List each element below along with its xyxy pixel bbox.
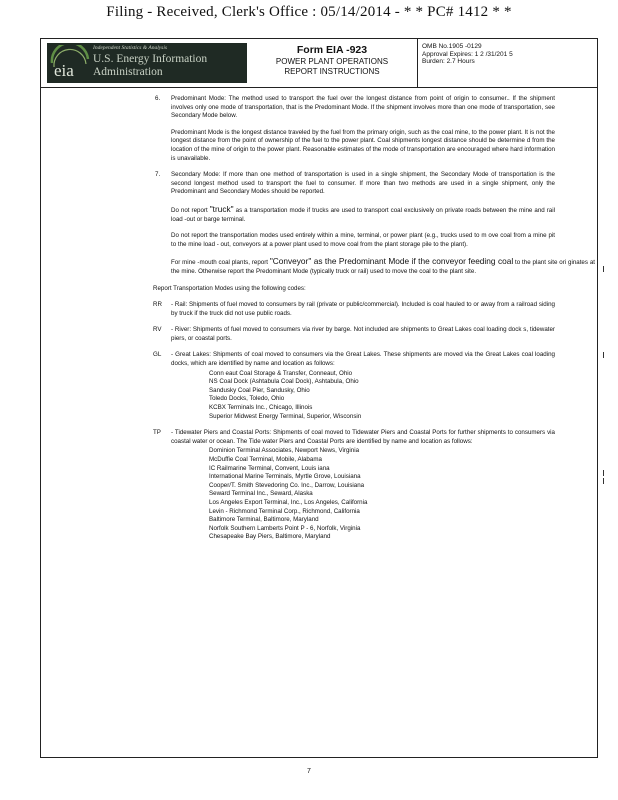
item-text: For mine -mouth coal plants, report "Conveyor" as the Predominant Mode if the conveyor feeding coal to the plant site ori ginates at the mine. Otherwise report the Predominant Mode (typically truck or rail) used to move the coal to the plant site. [171, 256, 595, 275]
list-item: Seward Terminal Inc., Seward, Alaska [209, 490, 313, 498]
item-text: Do not report the transportation modes used entirely within a mine, terminal, or power plant (e.g., trucks used to m ove coal from a mine pit to the mine load - out, conveyors at a power plant used to move coal from the plant storage pile to the plant). [171, 232, 555, 248]
logo-mark: eia [54, 61, 74, 80]
list-item: Cooper/T. Smith Stevedoring Co. Inc., Darrow, Louisiana [209, 481, 365, 489]
list-item: Conn eaut Coal Storage & Transfer, Conneaut, Ohio [209, 369, 353, 377]
code-rv [41, 326, 597, 343]
item-7-para-4 [41, 257, 597, 276]
burden-hours: Burden: 2.7 Hours [422, 58, 475, 65]
item-text: Do not report "truck" as a transportation mode if trucks are used to transport coal exclusively on private roads between the mine and rail load -out or barge terminal. [171, 203, 555, 223]
code-rr [41, 301, 597, 318]
eia-logo [47, 43, 247, 83]
margin-mark [603, 266, 604, 272]
list-item: Sandusky Coal Pier, Sandusky, Ohio [209, 386, 310, 394]
item-7-para-1 [41, 171, 597, 197]
list-item: Superior Midwest Energy Terminal, Superior, Wisconsin [209, 412, 362, 420]
omb-block [417, 39, 597, 87]
code-text: - Tidewater Piers and Coastal Ports: Shipments of coal moved to Tidewater Piers and Coastal Ports for further shipments to consumers via coastal water or ocean. The Tide water Piers and Coastal Ports are identified by name and location as follows: [171, 429, 555, 445]
form-subtitle-line2: REPORT INSTRUCTIONS [284, 67, 380, 76]
list-item: McDuffie Coal Terminal, Mobile, Alabama [209, 456, 322, 463]
list-item: Norfolk Southern Lamberts Point P - 6, Norfolk, Virginia [209, 524, 361, 532]
item-number: 6. [155, 95, 161, 102]
margin-mark [603, 352, 604, 358]
code-text: - Great Lakes: Shipments of coal moved to consumers via the Great Lakes. These shipments are moved via the Great Lakes coal loading docks, which are identified by name and location as follows: [171, 351, 555, 368]
list-item: IC Railmarine Terminal, Convent, Louis iana [209, 464, 330, 472]
list-item: KCBX Terminals Inc., Chicago, Illinois [209, 404, 313, 412]
logo-name-line1: U.S. Energy Information [93, 53, 208, 65]
item-7-para-2 [41, 205, 597, 224]
list-item: NS Coal Dock (Ashtabula Coal Dock), Ashtabula, Ohio [209, 378, 359, 386]
form-title-block [249, 45, 415, 77]
logo-tagline: Independent Statistics & Analysis [93, 45, 167, 51]
item-text: Predominant Mode: The method used to transport the fuel over the longest distance from point of origin to consumer.. If the shipment involves only one mode of transportation, that is the Predominant Mode. If the shipment involves more than one mode of transportation, see Secondary Mode below. [171, 95, 555, 120]
code-label: RV [153, 326, 162, 334]
code-text: - Rail: Shipments of fuel moved to consumers by rail (private or public/commercial). Included is coal hauled to or away from a railroad siding by truck if the truck did not use public roads. [171, 301, 555, 317]
code-label: TP [153, 429, 161, 437]
list-item: Dominion Terminal Associates, Newport News, Virginia [209, 447, 360, 455]
list-item: International Marine Terminals, Myrtle Grove, Louisiana [209, 473, 361, 481]
form-title: Form EIA -923 [296, 44, 368, 56]
page-number: 7 [307, 768, 311, 775]
approval-expires: Approval Expires: 1 2 /31/201 5 [422, 50, 513, 58]
instructions-body [41, 95, 597, 550]
eia-logo-icon [49, 45, 91, 81]
report-modes-text: Report Transportation Modes using the following codes: [153, 284, 306, 292]
code-label: RR [153, 301, 162, 309]
logo-name-line2: Administration [93, 66, 163, 78]
form-subtitle-line1: POWER PLANT OPERATIONS [275, 57, 389, 66]
document-page [40, 38, 598, 758]
list-item: Baltimore Terminal, Baltimore, Maryland [209, 516, 319, 524]
great-lakes-docks-list [171, 370, 555, 422]
code-text: - River: Shipments of fuel moved to consumers via river by barge. Not included are shipments to Great Lakes coal loading dock s, tidewater piers, or coastal ports. [171, 326, 555, 342]
omb-number: OMB No.1905 -0129 [422, 43, 482, 50]
code-gl [41, 351, 597, 421]
code-label: GL [153, 351, 162, 359]
list-item: Levin - Richmond Terminal Corp., Richmond, California [209, 507, 360, 515]
tidewater-piers-list [171, 447, 555, 542]
margin-mark [603, 478, 604, 484]
item-7-para-3 [41, 232, 597, 249]
filing-header: Filing - Received, Clerk's Office : 05/14/2014 - * * PC# 1412 * * [106, 4, 512, 20]
margin-mark [603, 470, 604, 476]
list-item: Chesapeake Bay Piers, Baltimore, Maryland [209, 533, 331, 541]
code-tp [41, 429, 597, 542]
item-number: 7. [155, 171, 161, 179]
item-text: Predominant Mode is the longest distance traveled by the fuel from the primary origin, such as the coal mine, to the power plant. It is not the longest distance from the point of ownership of the fuel to the power plant. Coal shipments longest distance should be determine d from the location of the mine of origin to the power plant. Reasonable estimates of the mode of transportation are encouraged where hard information is unavailable. [171, 128, 555, 162]
item-text: Secondary Mode: If more than one method of transportation is used in a single shipment, the Secondary Mode of transportation is the second longest method used to transport the fuel to consumer. If more than two methods are used in a single shipment, only the Predominant and Secondary Modes should be reported. [171, 171, 555, 196]
form-header [41, 39, 597, 88]
item-6-para-1 [41, 95, 597, 121]
report-modes-intro [41, 285, 597, 294]
item-6-para-2 [41, 129, 597, 163]
list-item: Toledo Docks, Toledo, Ohio [209, 395, 285, 403]
list-item: Los Angeles Export Terminal, Inc., Los Angeles, California [209, 498, 368, 506]
